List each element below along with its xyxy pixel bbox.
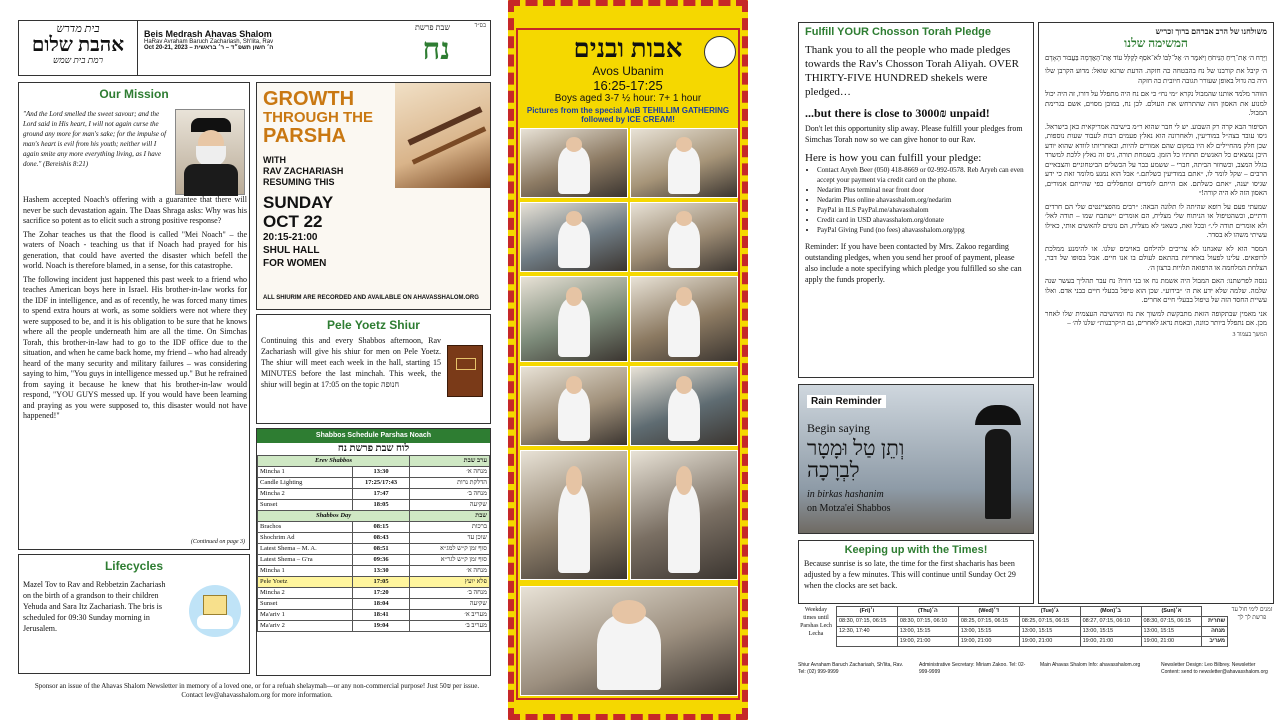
book-icon xyxy=(447,345,483,397)
logo: בית מדרש אהבת שלום רמת בית שמש xyxy=(31,23,125,65)
rav-name: HaRav Avraham Baruch Zachariash, Sh'lita, Rav xyxy=(144,39,274,45)
hebrew-title: המשימה שלנו xyxy=(1124,36,1188,50)
event-photo xyxy=(520,202,628,272)
schedule-title-heb: לוח שבת פרשת נח xyxy=(337,443,410,454)
schedule-row: Mincha 2 17:47 מנחה ב׳ xyxy=(258,489,490,500)
schedule-row: Mincha 2 17:20 מנחה ב׳ xyxy=(258,588,490,599)
section-title: Fulfill YOUR Chosson Torah Pledge xyxy=(805,26,991,38)
hebrew-column: משולחנו של הרב אברהם ברוך זכריש המשימה שלנו וַיָּרַח ה׳ אֶת־רֵיחַ הַנִּיחֹחַ וַיֹּאמֶר ה׳ אֶל־לִבּוֹ לֹא־אֹסִף לְקַלֵּל עוֹד אֶת־הָאֲדָמָה בַּעֲבוּר הָאָדָם ה׳ קיבל את קורבנו של נח בהבטחה כה חזקה. הדעת שרגא שואל: מדוע הקרבן שלו היה כה גדול באופן שעורר תגובה חיובית כה חזקה הזוהר מלמד אותנו שהמבול נקרא ״מי נח״ כי אם נח היה מתפלל על דורו, זה היה יכול למנוע את האסון הזה שהתרחש את העולם. לכן נח, במובן מסוים, אשם בגרימת המבול. הסיפור הבא קרה רק השבוע. יש לי חבר שהוא ר״מ בישיבה אמריקאית כאן בישראל. גיסו עובד בצה״ל במודיעין, ולאחרונה הוא נאלץ פעמים רבות לעבוד שעות נוספות, שכן חלק מהחיילים לא היו במקום שהם אמורים להיות, ובאחריותו לוודא שהוא יודע היכן נמצאים כל האנשים תחתיו כל הזמן. בשמחת תורה, גיס זה נאלץ ללכת למשרד בגלל המצב, וכשחזר הביתה, חברי – ששמע כבר על הכשלים הביטחוניים והצבאיים הרבים – שקל לומר לו, ״אתם במודיעין כשלתם.״ אבל הוא נמנע מלומר זאת כי ידע שגיסו יענה, ״אתם כשלתם. אם הייתם לומדים ומתפללים כפי שהייתם אמורים, האסון הזה לא היה קורה!״ שמעתי פעם על רופא שהיתה לו תלונה הבאה: ״רבים מהפציינטים שלי הם חרדים ודתיים, וכשהטיפול או הניתוח שלי מצליח, הם אומרים ׳ישתבח שמו – תודה לאל׳ ולא אומרים תודה לי.״ ובכל זאת, כשאני לא מצליח, הם נוטים להאשים אותי, כאילו עשיתי משהו לא בסדר. המסר הוא לא שאנחנו לא צריכים להילחם באויבים שלנו. או להימנע ממלכת לרופאים. עלינו לפעול באחריות בהתאם לעולם בו אנו חיים. אבל בסופו של דבר, הצלחת המלחמה או הרפואה תלויות ברצון ה׳. ננסה לפרשתנו: האם המבול היה אשמת נח או בני דורו? נח עבר תהליך בעשר שנה שלמה. שלמה שלא ידע את ה׳ ״בידוע״. שכן הוא טיפל בבעלי חיים כבני אדם. ואלו עשיית החסד הזה של טיפול בבעלי חיים אחרים. אני מאמין שבתקופה הזאת מתבקשת למשוך את נח ומהשיבה העצמית שלו לאחר מכן. אם נתפלל ביותר כוונה, ובאמת נדאג לאחרים, גם ה״קרבנות״ שלנו לה׳ – המשך בעמוד 3 xyxy=(1038,22,1274,604)
chosson-p1: Thank you to all the people who made pledges towards the Rav's Chosson Torah Aliyah. OVER THIRTY-FIVE HUNDRED shekels were pledged… xyxy=(805,44,1019,98)
mission-p3: The following incident just happened this past week to a friend who teaches American boys here in Israel. His brother-in-law works for the IDF in intelligence, and as of recently, he was forced many times to spend extra hours at work, as some soldiers were not where they were supposed to be, and it is his obligation to be sure that he knows where all the people underneath him are all the time. On Simchas Torah, this brother-in-law had to go to the IDF office due to the situation, and when he came back home, my friend – who had already heard of the many security and military failures – was considering saying to him, "You guys in intelligence messed up." But he refrained from saying it because he knew that his brother-in-law would respond, "YOU GUYS messed up. If you would have been learning and praying as you were supposed to, this disaster would not have happened!" xyxy=(23,274,247,420)
event-photo xyxy=(630,128,738,198)
continued-note: (Continued on page 3) xyxy=(190,539,245,545)
event-photo xyxy=(520,128,628,198)
page-avos-ubanim xyxy=(508,0,748,720)
mission-p1: Hashem accepted Noach's offering with a guarantee that there will never be such devastation again. The Daas Shraga asks: Why was his sacrifice so potent as to elicit such a strong positive response? xyxy=(23,195,247,225)
schedule-row: Mincha 1 13:30 מנחה א׳ xyxy=(258,467,490,478)
weekday-table xyxy=(836,606,1228,647)
schedule-row: Mincha 1 13:30 מנחה א׳ xyxy=(258,566,490,577)
schedule-row: Sunset 18:05 שקיעה xyxy=(258,500,490,511)
weekday-header: (Fri)ו׳ (Thu)ה׳ (Wed)ד׳ (Tue)ג׳ (Mon)ב׳ (Sun)א׳ xyxy=(837,607,1228,617)
recorded-note: ALL SHIURIM ARE RECORDED AND AVAILABLE ON AHAVASSHALOM.ORG xyxy=(263,295,479,301)
section-title: Pele Yoetz Shiur xyxy=(327,318,420,332)
sponsor-note: Sponsor an issue of the Ahavas Shalom Newsletter in memory of a loved one, or for a refuah shelaymah—or any non-commercial purpose! Just 50₪ per issue. Contact lev@ahavasshalom.org for more information. xyxy=(34,682,480,699)
event-photo xyxy=(630,450,738,580)
pledge-option: • Nedarim Plus terminal near front door xyxy=(817,185,1027,195)
weekday-row: 08:30, 07:15, 06:15 08:30, 07:15, 06:10 08:25, 07:15, 06:15 08:25, 07:15, 06:15 08:27, 07:15, 06:10 08:30, 07:15, 06:15 שחרית xyxy=(837,617,1228,627)
schedule-row: Latest Shema – M. A. 08:51 סוף זמן ק״ש למג״א xyxy=(258,544,490,555)
umbrella-icon xyxy=(975,405,1021,425)
weekday-row: 19:00, 21:00 19:00, 21:00 19:00, 21:00 19:00, 21:00 19:00, 21:00 מעריב xyxy=(837,637,1228,647)
schedule-row: Pele Yoetz 17:05 פלא יועץ xyxy=(258,577,490,588)
keeping-text: Because sunrise is so late, the time for the first shacharis has been adjusted by a few minutes. This will continue until Sunday Oct 29 when the clocks are set back. xyxy=(804,559,1016,590)
our-mission xyxy=(18,82,250,550)
parsha-name: נח xyxy=(422,33,450,66)
section-title: Lifecycles xyxy=(104,559,164,573)
event-photo xyxy=(520,586,738,696)
chosson-how: Here is how you can fulfill your pledge: xyxy=(805,152,982,164)
masthead xyxy=(18,20,491,76)
pledge-list xyxy=(805,165,1027,235)
pele-yoetz-text: Continuing this and every Shabbos afternoon, Rav Zachariash will give his shiur for men on Pele Yoetz. The shiur will meet each week in the hall, starting 15 MINUTES before the last minchah. This week, the shiur will begin at 17:05 on the topic חנופה xyxy=(261,336,441,389)
baby-icon xyxy=(189,585,241,637)
newsletter-name: Beis Medrash Ahavas Shalom xyxy=(144,29,272,39)
schedule-row: Ma'ariv 2 19:04 מעריב ב׳ xyxy=(258,621,490,632)
chosson-torah-pledge xyxy=(798,22,1034,378)
event-photo xyxy=(630,202,738,272)
section-title: Keeping up with the Times! xyxy=(844,544,988,556)
scroll-image xyxy=(395,83,490,188)
rain-title: Rain Reminder xyxy=(807,395,886,408)
footer: Shiur Avraham Baruch Zachariash, Sh'lita, Rav. Tel: (02) 999-9999 Administrative Secretary: Miriam Zakoo. Tel: 02-999-9999 Main Ahavas Shalom Info: ahavasshalom.org Newsletter Design: Leo Bilbrey. Newsletter Content: send to newsletter@ahavasshalom.org xyxy=(798,662,1268,675)
avos-logo-icon xyxy=(704,36,736,68)
lifecycles xyxy=(18,554,250,674)
pledge-option: • PayPal Giving Fund (no fees) ahavasshalom.org/ppg xyxy=(817,225,1027,235)
schedule-row: Brachos 08:15 ברכות xyxy=(258,522,490,533)
schedule-row: Ma'ariv 1 18:41 מעריב א׳ xyxy=(258,610,490,621)
schedule-table xyxy=(257,455,490,632)
avos-pictures-caption: Pictures from the special AuB TEHILLIM GATHERING followed by ICE CREAM! xyxy=(526,106,730,124)
event-photo xyxy=(520,366,628,446)
chosson-reminder: Reminder: If you have been contacted by Mrs. Zakoo regarding outstanding pledges, when you send her proof of payment, please also include a note specifying which pledge you fulfilled so she can apply the funds properly. xyxy=(805,242,1022,284)
section-title: Our Mission xyxy=(99,87,169,101)
chosson-p3: Don't let this opportunity slip away. Please fulfill your pledges from Simchas Torah now so we can give honor to our Rav. xyxy=(805,124,1023,144)
rav-photo xyxy=(175,109,245,195)
avos-ages: Boys aged 3-7 ½ hour: 7+ 1 hour xyxy=(554,93,702,104)
avos-time: 16:25-17:25 xyxy=(593,78,663,93)
schedule-title: Shabbos Schedule Parshas Noach xyxy=(257,429,490,443)
schedule-row: Candle Lighting 17:25/17:43 הדלקת נרות xyxy=(258,478,490,489)
pledge-option: • Nedarim Plus online ahavasshalom.org/nedarim xyxy=(817,195,1027,205)
event-photo xyxy=(630,366,738,446)
schedule-section-header: Erev Shabbos ערב שבת xyxy=(258,456,490,467)
avos-title: Avos Ubanim xyxy=(592,64,664,78)
rain-prayer-heb: וְתֵן טַל וּמָטָר לִבְרָכָה xyxy=(807,436,905,482)
rain-reminder: Rain Reminder Begin saying וְתֵן טַל וּמָטָר לִבְרָכָה in birkas hashanim on Motza'ei Shabbos xyxy=(798,384,1034,534)
growth-through-parsha: GROWTH THROUGH THE PARSHA WITH RAV ZACHARIASH RESUMING THIS SUNDAY OCT 22 20:15-21:00 SHUL HALL FOR WOMEN ALL SHIURIM ARE RECORDED AND AVAILABLE ON AHAVASSHALOM.ORG xyxy=(256,82,491,310)
weekday-row: 12:30, 17:40 13:00, 15:15 13:00, 15:15 13:00, 15:15 13:00, 15:15 13:00, 15:15 מנחה xyxy=(837,627,1228,637)
event-photo xyxy=(630,276,738,362)
avos-title-heb: אבות ובנים xyxy=(573,34,683,63)
mission-p2: The Zohar teaches us that the flood is called "Mei Noach" – the waters of Noach - teaching us that if Noach had prayed for his generation, that could have averted the disaster which befell the world. Noach is therefore blamed, in a sense, for this catastrophe. xyxy=(23,229,247,270)
parsha-label: שבת פרשת xyxy=(414,23,450,32)
shabbos-schedule xyxy=(256,428,491,676)
pledge-option: • Contact Aryeh Beer (050) 418-8669 or 02-992-0578. Reb Aryeh can even accept your payment via credit card on the phone. xyxy=(817,165,1027,185)
schedule-row: Shochrim Ad 08:43 שוכן עד xyxy=(258,533,490,544)
lifecycles-text: Mazel Tov to Rav and Rebbetzin Zachariash on the birth of a grandson to their children Yehuda and Sara Itz Zachariash. The bris is scheduled for 09:30 Sunday morning in Jerusalem. xyxy=(23,580,166,633)
schedule-row: Sunset 18:04 שקיעה xyxy=(258,599,490,610)
issue-date: Oct 20-21, 2023 – ה׳ חשון תשפ״ד – ר׳ בראשית xyxy=(144,45,274,51)
pledge-option: • PayPal in ILS PayPal.me/ahavasshalom xyxy=(817,205,1027,215)
keeping-up-times xyxy=(798,540,1034,604)
bsd: בס״ד xyxy=(474,23,486,29)
schedule-section-header: Shabbos Day שבת xyxy=(258,511,490,522)
event-photo xyxy=(520,276,628,362)
page-front xyxy=(0,0,497,720)
page-back xyxy=(790,0,1280,720)
mission-quote: "And the Lord smelled the sweet savour; and the Lord said in His heart, I will not again curse the ground any more for man's sake; for the impulse of man's heart is evil from his youth; neither will I again smite any more everything living, as I have done." (Bereishis 8:21) xyxy=(23,110,167,168)
event-photo xyxy=(520,450,628,580)
pele-yoetz-shiur xyxy=(256,314,491,424)
schedule-row: Latest Shema – G'ra 09:36 סוף זמן ק״ש לגר״א xyxy=(258,555,490,566)
chosson-unpaid: ...but there is close to 3000₪ unpaid! xyxy=(805,106,990,120)
weekday-times: Weekday times until Parshas Lech Lecha זמנים לימי חול עד פרשת לך לך (Fri)ו׳ (Thu)ה׳ (Wed)ד׳ (Tue)ג׳ (Mon)ב׳ (Sun)א׳ 08:30, 07:15, 06:15 08:30, 07:15, 06:10 08:25, 07:15, 06:15 08:25, 07:15, 06:15 08:27, 07:15, 06:10 08:30, 07:15, 06:15 שחרית 12:30, 17:40 13:00, 15:15 13:00, 15:15 13:00, 15:15 13:00, 15:15 13:00, 15:15 מנחה 19:00, 21:00 19:00, 21:00 19:00, 21:00 19:00, 21:00 19:00, 21:00 מעריב xyxy=(798,606,1274,658)
pledge-option: • Credit card in USD ahavasshalom.org/donate xyxy=(817,215,1027,225)
